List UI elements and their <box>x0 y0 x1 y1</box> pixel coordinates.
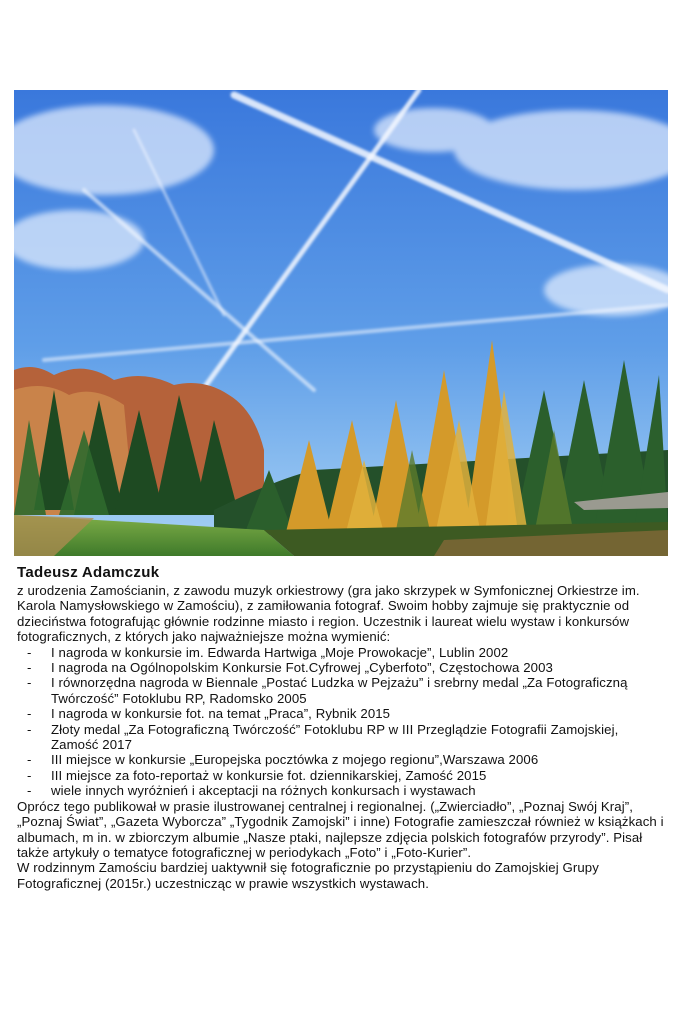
list-item: - Złoty medal „Za Fotograficzną Twórczość” Fotoklubu RP w III Przeglądzie Fotografii Zamojskiej, Zamość 2017 <box>17 722 669 753</box>
list-item: - III miejsce za foto-reportaż w konkursie fot. dziennikarskiej, Zamość 2015 <box>17 768 669 783</box>
bio-publications: Oprócz tego publikował w prasie ilustrowanej centralnej i regionalnej. („Zwierciadło”, „Poznaj Swój Kraj”, „Poznaj Świat”, „Gazeta Wyborcza” „Tygodnik Zamojski” i inne) Fotografie zamieszczał również w książkach i albumach, m in. w zbiorczym albumie „Nasze ptaki, najlepsze zdjęcia polskich fotografów przyrody”. Pisał także artykuły o tematyce fotograficznej w periodykach „Foto” i „Foto-Kurier”. <box>17 798 664 860</box>
list-item: - I nagroda w konkursie im. Edwarda Hartwiga „Moje Prowokacje”, Lublin 2002 <box>17 645 669 660</box>
list-item: - III miejsce w konkursie „Europejska pocztówka z mojego regionu”,Warszawa 2006 <box>17 752 669 767</box>
landscape-photo-icon <box>14 90 668 556</box>
awards-list <box>17 645 669 799</box>
landscape-photo <box>14 90 668 556</box>
author-name: Tadeusz Adamczuk <box>17 564 160 581</box>
bio-closing: W rodzinnym Zamościu bardziej uaktywnił się fotograficznie po przystąpieniu do Zamojskiej Grupy Fotograficznej (2015r.) uczestnicząc w prawie wszystkich wystawach. <box>17 860 599 891</box>
biography <box>17 563 669 891</box>
list-item: - I równorzędna nagroda w Biennale „Postać Ludzka w Pejzażu” i srebrny medal „Za Fotograficzną Twórczość” Fotoklubu RP, Radomsko 2005 <box>17 675 669 706</box>
list-item: - I nagroda na Ogólnopolskim Konkursie Fot.Cyfrowej „Cyberfoto”, Częstochowa 2003 <box>17 660 669 675</box>
bio-intro: z urodzenia Zamościanin, z zawodu muzyk orkiestrowy (gra jako skrzypek w Symfonicznej Orkiestrze im. Karola Namysłowskiego w Zamościu), z zamiłowania fotograf. Swoim hobby zajmuje się praktycznie od dzieciństwa fotografując głównie rodzinne miasto i region. Uczestnik i laureat wielu wystaw i konkursów fotograficznych, z których jako najważniejsze można wymienić: <box>17 583 640 645</box>
list-item: - wiele innych wyróżnień i akceptacji na różnych konkursach i wystawach <box>17 783 669 798</box>
list-item: - I nagroda w konkursie fot. na temat „Praca”, Rybnik 2015 <box>17 706 669 721</box>
